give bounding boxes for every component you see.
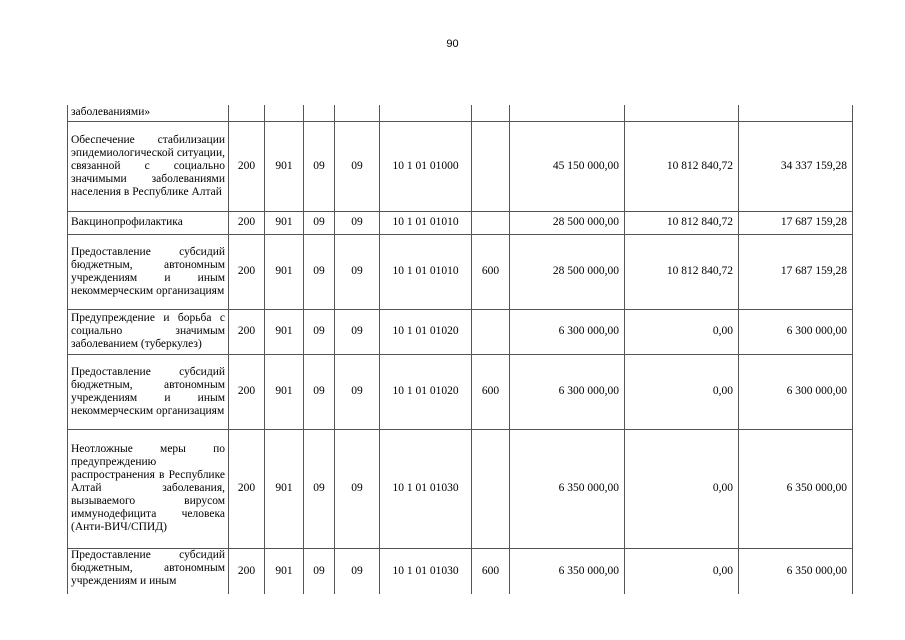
cell-value-1: 28 500 000,00 — [510, 234, 625, 309]
cell-value-1: 6 300 000,00 — [510, 354, 625, 429]
table-row — [68, 309, 853, 354]
cell-code-6 — [472, 429, 510, 548]
cell-code-5: 10 1 01 01020 — [380, 354, 472, 429]
cell-code-4: 09 — [335, 121, 380, 211]
cell-code-6: 600 — [472, 548, 510, 594]
cell-code-2: 901 — [265, 548, 304, 594]
table-row — [68, 354, 853, 429]
cell-code-6: 600 — [472, 234, 510, 309]
cell-code-4: 09 — [335, 309, 380, 354]
cell-code-5: 10 1 01 01010 — [380, 211, 472, 234]
page-number: 90 — [446, 38, 459, 50]
row-name: Предоставление субсидий бюджетным, автономным учреждениям и иным некоммерческим организациям — [68, 234, 229, 309]
row-name: заболеваниями» — [68, 105, 229, 121]
table-row — [68, 211, 853, 234]
cell-value-1: 28 500 000,00 — [510, 211, 625, 234]
cell-code-5: 10 1 01 01010 — [380, 234, 472, 309]
cell-code-4: 09 — [335, 234, 380, 309]
cell-code-3 — [304, 105, 335, 121]
cell-code-1: 200 — [229, 121, 265, 211]
cell-code-6 — [472, 105, 510, 121]
cell-value-2: 0,00 — [625, 354, 739, 429]
table-row — [68, 548, 853, 594]
budget-table — [67, 105, 853, 594]
cell-code-3: 09 — [304, 234, 335, 309]
cell-code-2: 901 — [265, 121, 304, 211]
cell-code-2: 901 — [265, 234, 304, 309]
cell-code-5: 10 1 01 01020 — [380, 309, 472, 354]
cell-code-2: 901 — [265, 309, 304, 354]
cell-value-3: 6 300 000,00 — [739, 354, 853, 429]
cell-code-3: 09 — [304, 211, 335, 234]
cell-code-2: 901 — [265, 354, 304, 429]
cell-value-1: 6 300 000,00 — [510, 309, 625, 354]
cell-value-3: 6 350 000,00 — [739, 548, 853, 594]
cell-code-1: 200 — [229, 234, 265, 309]
cell-code-1 — [229, 105, 265, 121]
cell-code-6 — [472, 309, 510, 354]
table-row — [68, 121, 853, 211]
row-name: Предоставление субсидий бюджетным, автономным учреждениям и иным некоммерческим организациям — [68, 354, 229, 429]
cell-code-6 — [472, 211, 510, 234]
cell-code-3: 09 — [304, 429, 335, 548]
cell-code-3: 09 — [304, 121, 335, 211]
cell-value-2: 10 812 840,72 — [625, 121, 739, 211]
cell-value-2 — [625, 105, 739, 121]
cell-value-3: 6 350 000,00 — [739, 429, 853, 548]
cell-value-1: 6 350 000,00 — [510, 548, 625, 594]
cell-code-1: 200 — [229, 548, 265, 594]
cell-code-1: 200 — [229, 211, 265, 234]
row-name: Обеспечение стабилизации эпидемиологической ситуации, связанной с социально значимыми заболеваниями населения в Республике Алтай — [68, 121, 229, 211]
table-row — [68, 105, 853, 121]
cell-value-1: 45 150 000,00 — [510, 121, 625, 211]
cell-code-4: 09 — [335, 354, 380, 429]
cell-value-1: 6 350 000,00 — [510, 429, 625, 548]
cell-code-4: 09 — [335, 211, 380, 234]
row-name: Неотложные меры по предупреждению распространения в Республике Алтай заболевания, вызываемого вирусом иммунодефицита человека (Анти-ВИЧ/СПИД) — [68, 429, 229, 548]
table-row — [68, 234, 853, 309]
cell-code-4 — [335, 105, 380, 121]
cell-code-3: 09 — [304, 354, 335, 429]
cell-value-1 — [510, 105, 625, 121]
row-name: Предупреждение и борьба с социально значимым заболеванием (туберкулез) — [68, 309, 229, 354]
cell-code-4: 09 — [335, 548, 380, 594]
cell-code-2 — [265, 105, 304, 121]
cell-code-2: 901 — [265, 211, 304, 234]
cell-code-1: 200 — [229, 309, 265, 354]
cell-value-3: 17 687 159,28 — [739, 211, 853, 234]
cell-value-3: 34 337 159,28 — [739, 121, 853, 211]
cell-code-5: 10 1 01 01000 — [380, 121, 472, 211]
cell-code-5 — [380, 105, 472, 121]
table-row — [68, 429, 853, 548]
cell-code-5: 10 1 01 01030 — [380, 429, 472, 548]
cell-code-3: 09 — [304, 309, 335, 354]
cell-code-1: 200 — [229, 354, 265, 429]
row-name: Предоставление субсидий бюджетным, автономным учреждениям и иным — [68, 548, 229, 594]
cell-code-1: 200 — [229, 429, 265, 548]
cell-value-2: 0,00 — [625, 429, 739, 548]
cell-value-3: 6 300 000,00 — [739, 309, 853, 354]
cell-code-6 — [472, 121, 510, 211]
cell-code-4: 09 — [335, 429, 380, 548]
cell-value-3 — [739, 105, 853, 121]
cell-value-2: 0,00 — [625, 548, 739, 594]
cell-code-6: 600 — [472, 354, 510, 429]
cell-code-2: 901 — [265, 429, 304, 548]
cell-value-2: 0,00 — [625, 309, 739, 354]
cell-code-5: 10 1 01 01030 — [380, 548, 472, 594]
row-name: Вакцинопрофилактика — [68, 211, 229, 234]
cell-value-2: 10 812 840,72 — [625, 211, 739, 234]
cell-code-3: 09 — [304, 548, 335, 594]
cell-value-3: 17 687 159,28 — [739, 234, 853, 309]
cell-value-2: 10 812 840,72 — [625, 234, 739, 309]
